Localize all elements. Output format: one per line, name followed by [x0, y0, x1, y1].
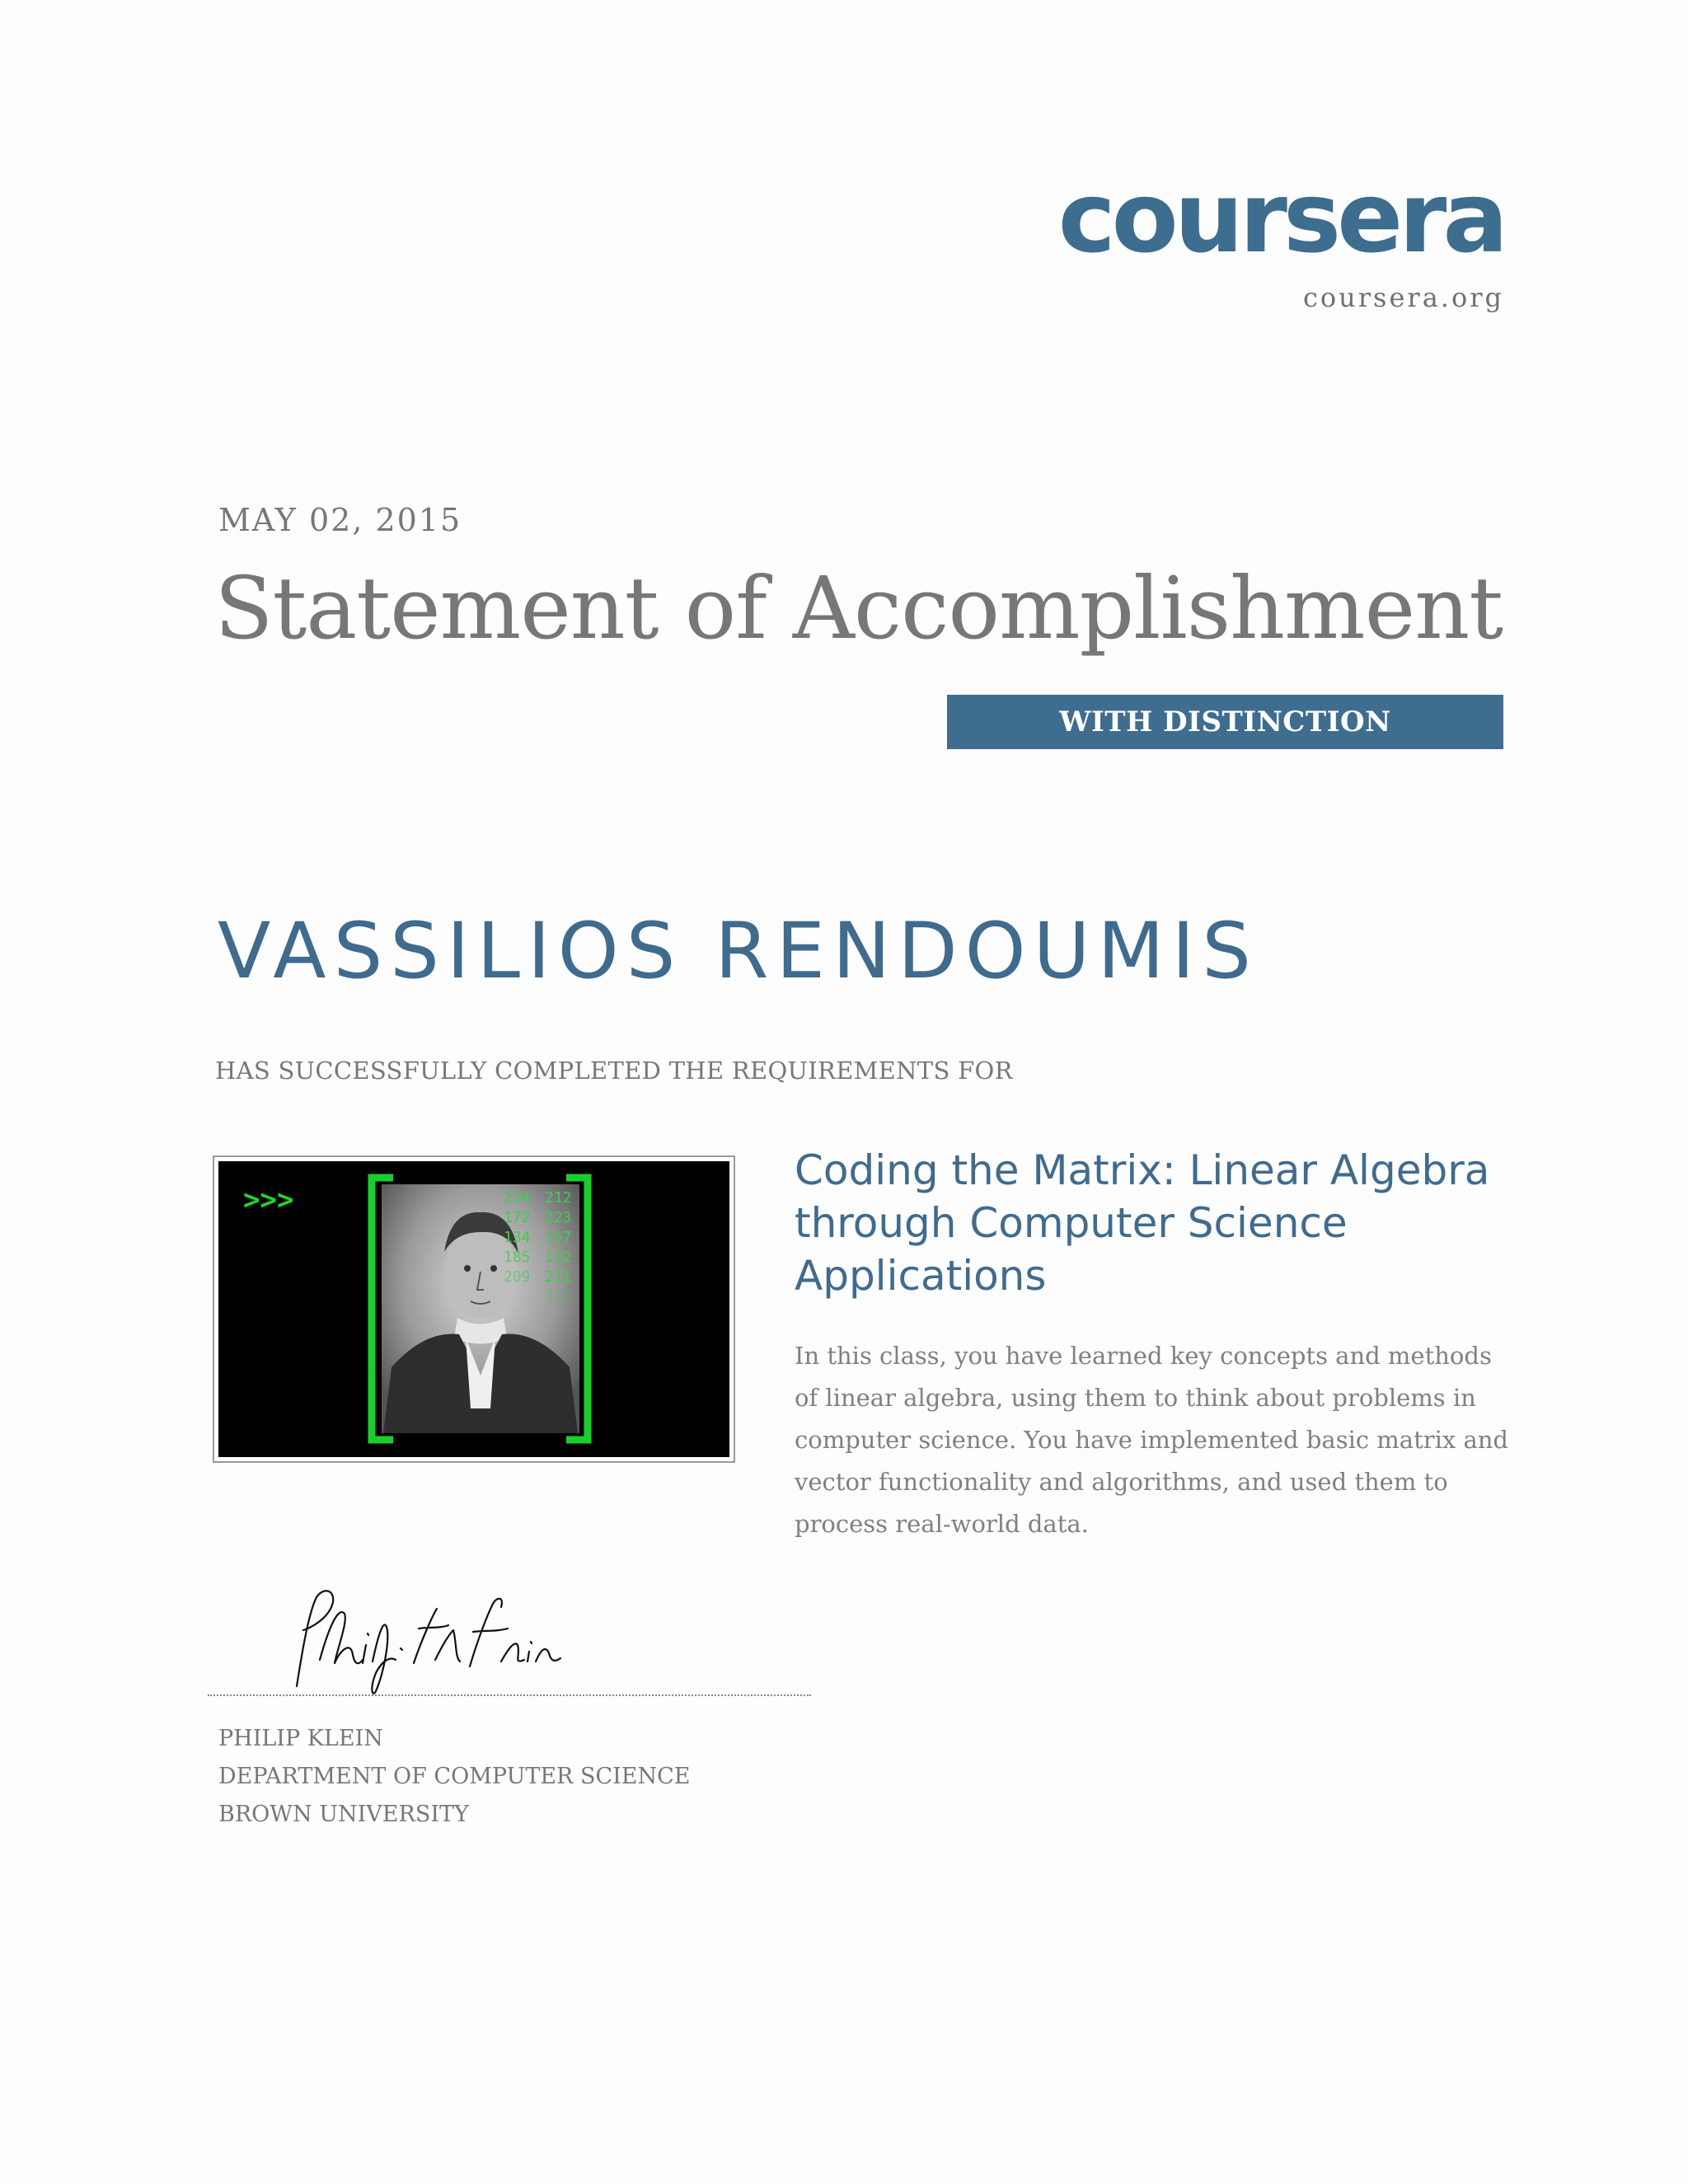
distinction-badge: WITH DISTINCTION	[947, 695, 1503, 749]
logo-url: coursera.org	[1302, 282, 1504, 313]
signatory-department: DEPARTMENT OF COMPUTER SCIENCE	[218, 1764, 691, 1789]
course-image	[213, 1155, 735, 1463]
matrix-value: 172	[504, 1209, 531, 1226]
signature-line	[208, 1694, 811, 1696]
matrix-value: 234	[504, 1189, 531, 1207]
matrix-value: 223	[545, 1209, 572, 1226]
matrix-value: 212	[545, 1189, 572, 1207]
logo-wordmark: coursera	[1057, 161, 1504, 274]
completion-statement: HAS SUCCESSFULLY COMPLETED THE REQUIREMENTS FOR	[215, 1057, 1013, 1085]
matrix-value: 209	[504, 1268, 531, 1286]
matrix-value: 132	[545, 1249, 572, 1266]
recipient-name: VASSILIOS RENDOUMIS	[218, 907, 1259, 996]
matrix-value: 211	[545, 1268, 572, 1286]
course-image-art	[218, 1161, 729, 1457]
signature-image	[280, 1581, 577, 1696]
coursera-logo	[1010, 161, 1504, 313]
course-title: Coding the Matrix: Linear Algebra through Computer Science Applications	[795, 1146, 1490, 1300]
signatory-university: BROWN UNIVERSITY	[218, 1802, 469, 1827]
matrix-value: 112	[545, 1288, 572, 1305]
matrix-value: 134	[504, 1229, 531, 1246]
certificate-date: MAY 02, 2015	[218, 502, 462, 538]
matrix-value: 185	[504, 1249, 531, 1266]
matrix-value: 157	[545, 1229, 572, 1246]
course-description: In this class, you have learned key concepts and methods of linear algebra, using them to think about problems in computer science. You have implemented basic matrix and vector functionality and algorithms, and used them to process real-world data.	[795, 1342, 1508, 1538]
signatory-name: PHILIP KLEIN	[218, 1726, 383, 1751]
signatory-block	[218, 1720, 690, 1834]
prompt-glyph: >>>	[243, 1183, 294, 1216]
certificate-title: Statement of Accomplishment	[214, 558, 1503, 658]
